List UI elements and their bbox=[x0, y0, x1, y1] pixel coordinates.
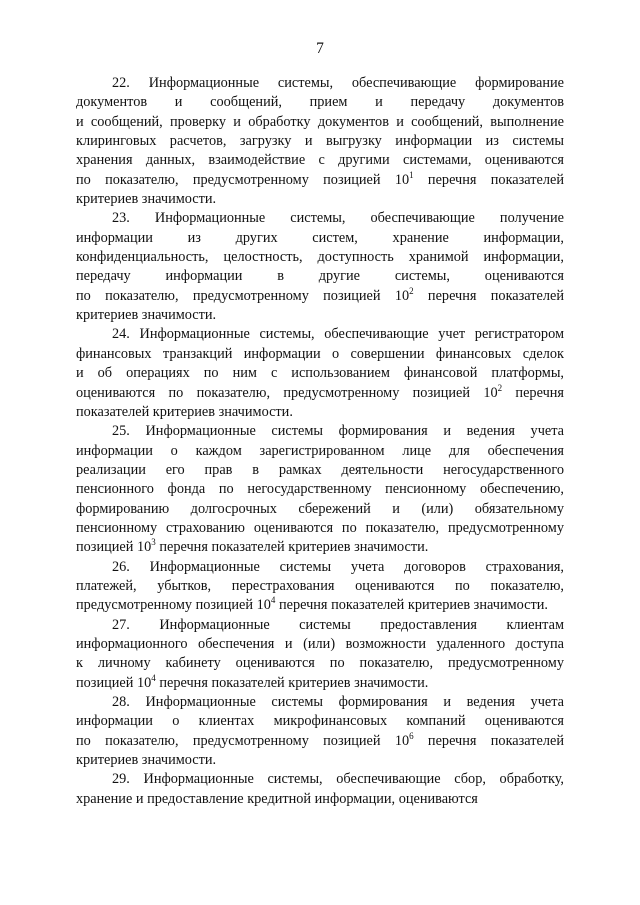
paragraph-23 bbox=[76, 209, 564, 325]
text-line: и об операциях по ним с использованием финансовой платформы, bbox=[76, 365, 564, 382]
text-run: позицией 10 bbox=[76, 674, 152, 691]
text-line: платежей, убытков, перестрахования оцениваются по показателю, bbox=[76, 577, 564, 594]
text-line bbox=[76, 596, 564, 615]
text-run: перечня показателей критериев значимости. bbox=[275, 597, 548, 614]
text-line: хранения данных, взаимодействие с другими системами, оцениваются bbox=[76, 152, 564, 169]
text-run: по показателю, предусмотренному позицией 10 bbox=[76, 732, 410, 749]
text-run: перечня показателей bbox=[413, 732, 564, 749]
text-line: конфиденциальность, целостность, доступность хранимой информации, bbox=[76, 249, 564, 266]
text-run: по показателю, предусмотренному позицией 10 bbox=[76, 171, 410, 188]
text-run: перечня показателей bbox=[413, 287, 564, 304]
text-line: 23. Информационные системы, обеспечивающие получение bbox=[112, 210, 564, 227]
text-line: критериев значимости. bbox=[76, 307, 217, 324]
text-line: 24. Информационные системы, обеспечивающие учет регистратором bbox=[112, 326, 564, 343]
text-line: информации о каждом зарегистрированном лице для обеспечения bbox=[76, 442, 564, 459]
paragraph-28 bbox=[76, 693, 564, 770]
text-line: пенсионного фонда по негосударственному пенсионному обеспечению, bbox=[76, 481, 564, 498]
paragraph-29 bbox=[76, 770, 564, 809]
text-line: 26. Информационные системы учета договоров страхования, bbox=[112, 558, 564, 575]
text-run: перечня показателей bbox=[413, 171, 564, 188]
text-line: 22. Информационные системы, обеспечивающие формирование bbox=[112, 75, 564, 91]
text-line bbox=[76, 538, 564, 557]
text-line: и сообщений, проверку и обработку документов и сообщений, выполнение bbox=[76, 113, 564, 130]
text-line bbox=[76, 674, 564, 693]
text-line: передачу информации в другие системы, оцениваются bbox=[76, 268, 564, 285]
text-line: клиринговых расчетов, загрузку и выгрузку информации из системы bbox=[76, 133, 564, 150]
text-line: 29. Информационные системы, обеспечивающие сбор, обработку, bbox=[112, 771, 564, 788]
text-line: критериев значимости. bbox=[76, 191, 217, 208]
superscript: 2 bbox=[409, 285, 414, 296]
text-line bbox=[76, 732, 564, 751]
text-run: позицией 10 bbox=[76, 539, 152, 556]
text-line: 27. Информационные системы предоставления клиентам bbox=[112, 616, 564, 633]
superscript: 1 bbox=[409, 169, 414, 180]
text-line: информации из других систем, хранение информации, bbox=[76, 229, 564, 246]
page-number: 7 bbox=[316, 40, 324, 57]
text-line: документов и сообщений, прием и передачу документов bbox=[76, 94, 564, 111]
text-line bbox=[76, 171, 564, 190]
document-body bbox=[76, 74, 564, 809]
text-line bbox=[76, 384, 564, 403]
text-run: перечня показателей критериев значимости. bbox=[155, 674, 429, 691]
superscript: 4 bbox=[270, 595, 276, 606]
text-run: перечня bbox=[502, 384, 564, 401]
text-line: критериев значимости. bbox=[76, 752, 217, 769]
text-line: реализации его прав в рамках деятельности негосударственного bbox=[76, 461, 564, 478]
text-line: хранение и предоставление кредитной информации, оцениваются bbox=[76, 790, 478, 807]
text-line: 25. Информационные системы формирования и ведения учета bbox=[112, 423, 564, 440]
text-line: пенсионному страхованию оцениваются по показателю, предусмотренному bbox=[76, 519, 564, 536]
text-line: информационного обеспечения и (или) возможности удаленного доступа bbox=[76, 635, 564, 652]
text-line bbox=[76, 287, 564, 306]
superscript: 2 bbox=[497, 382, 503, 393]
paragraph-24 bbox=[76, 325, 564, 422]
text-run: оцениваются по показателю, предусмотренному позицией 10 bbox=[76, 384, 498, 401]
paragraph-25 bbox=[76, 422, 564, 557]
paragraph-27 bbox=[76, 616, 564, 693]
text-run: перечня показателей критериев значимости. bbox=[155, 539, 429, 556]
paragraph-22 bbox=[76, 74, 564, 209]
superscript: 6 bbox=[409, 730, 414, 741]
paragraph-26 bbox=[76, 558, 564, 616]
text-line: информации о клиентах микрофинансовых компаний оцениваются bbox=[76, 713, 564, 730]
text-line: показателей критериев значимости. bbox=[76, 403, 293, 420]
text-line: к личному кабинету оцениваются по показателю, предусмотренному bbox=[76, 655, 564, 672]
text-line: формированию долгосрочных сбережений и (или) обязательному bbox=[76, 500, 564, 517]
text-run: по показателю, предусмотренному позицией 10 bbox=[76, 287, 410, 304]
text-line: 28. Информационные системы формирования и ведения учета bbox=[112, 694, 564, 710]
superscript: 3 bbox=[151, 537, 156, 548]
text-run: предусмотренному позицией 10 bbox=[76, 597, 271, 614]
superscript: 4 bbox=[151, 672, 156, 683]
text-line: финансовых транзакций информации о совершении финансовых сделок bbox=[76, 345, 564, 362]
